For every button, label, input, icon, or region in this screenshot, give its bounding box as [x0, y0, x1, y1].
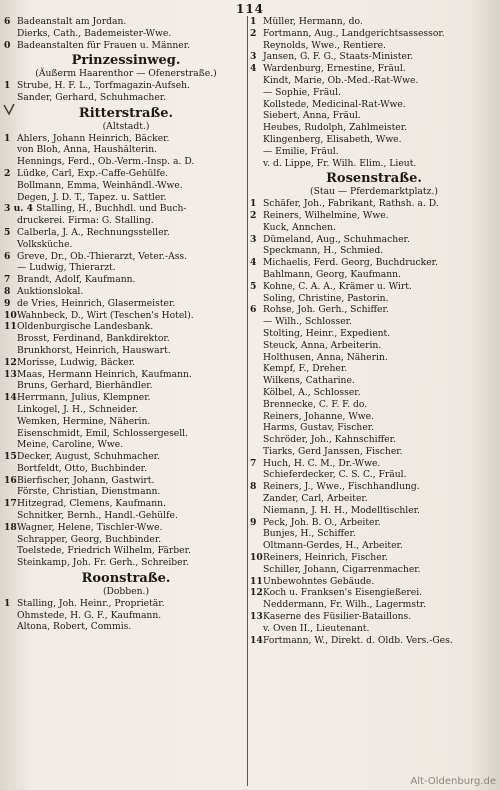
- resident-text: Förste, Christian, Dienstmann.: [17, 486, 161, 498]
- street-location: (Stau — Pferdemarktplatz.): [310, 186, 438, 198]
- directory-entry: [4, 156, 248, 168]
- directory-entry: [4, 40, 248, 52]
- resident-text: Schäfer, Joh., Fabrikant, Rathsh. a. D.: [263, 198, 439, 210]
- directory-entry: [4, 416, 248, 428]
- directory-entry: [250, 75, 498, 87]
- house-number: 5: [4, 226, 11, 238]
- directory-entry: [250, 110, 498, 122]
- directory-entry: [250, 635, 498, 647]
- house-number: 7: [4, 274, 11, 286]
- directory-entry: [4, 345, 248, 357]
- resident-text: — Wilh., Schlosser.: [263, 316, 352, 328]
- directory-entry: [250, 422, 498, 434]
- directory-entry: [250, 540, 498, 552]
- resident-text: Herrmann, Julius, Klempner.: [17, 392, 151, 404]
- resident-text: Neddermann, Fr. Wilh., Lagermstr.: [263, 599, 427, 611]
- directory-entry: [4, 274, 248, 286]
- resident-text: Steinkamp, Joh. Fr. Gerh., Schreiber.: [17, 557, 189, 569]
- directory-entry: [4, 498, 248, 510]
- directory-entry: [250, 375, 498, 387]
- directory-entry: [250, 87, 498, 99]
- left-column: [4, 16, 248, 633]
- resident-text: Steuck, Anna, Arbeiterin.: [263, 339, 382, 351]
- directory-entry: [250, 134, 498, 146]
- directory-entry: [250, 517, 498, 529]
- resident-text: Badeanstalten für Frauen u. Männer.: [17, 39, 191, 51]
- resident-text: Badeanstalt am Jordan.: [17, 16, 127, 27]
- directory-entry: [250, 210, 498, 222]
- directory-entry: [4, 510, 248, 522]
- resident-text: Eisenschmidt, Emil, Schlossergesell.: [17, 427, 189, 439]
- directory-entry: [250, 269, 498, 281]
- house-number: 2: [4, 167, 11, 179]
- resident-text: Stolting, Heinr., Expedient.: [263, 327, 391, 339]
- resident-text: Michaelis, Ferd. Georg, Buchdrucker.: [263, 257, 438, 269]
- directory-entry: [250, 623, 498, 635]
- resident-text: Fortmann, Aug., Landgerichtsassessor.: [263, 27, 445, 39]
- resident-text: Harms, Gustav, Fischer.: [263, 422, 375, 434]
- directory-entry: [4, 298, 248, 310]
- resident-text: Greve, Dr., Ob.-Thierarzt, Veter.-Ass.: [17, 250, 188, 262]
- house-number: 0: [4, 39, 11, 51]
- page-number: 114: [235, 2, 265, 16]
- resident-text: Kempf, F., Dreher.: [263, 363, 348, 375]
- resident-text: Speckmann, H., Schmied.: [263, 245, 384, 257]
- resident-text: Schiller, Johann, Cigarrenmacher.: [263, 563, 421, 575]
- right-column: [250, 16, 498, 646]
- resident-text: Oltmann-Gerdes, H., Arbeiter.: [263, 540, 403, 552]
- resident-text: Jansen, G. F. G., Staats-Minister.: [263, 51, 414, 63]
- directory-entry: [4, 439, 248, 451]
- resident-text: Bunjes, H., Schiffer.: [263, 528, 356, 540]
- resident-text: Schieferdecker, C. S. C., Fräul.: [263, 469, 407, 481]
- directory-entry: [250, 611, 498, 623]
- resident-text: Siebert, Anna, Fräul.: [263, 110, 361, 122]
- house-number: 3: [250, 51, 257, 63]
- directory-entry: [4, 392, 248, 404]
- directory-entry: [250, 599, 498, 611]
- directory-entry: [250, 40, 498, 52]
- directory-entry: [4, 310, 248, 322]
- resident-text: Kölbel, A., Schlosser.: [263, 386, 361, 398]
- resident-text: Hennings, Ferd., Ob.-Verm.-Insp. a. D.: [17, 156, 195, 168]
- house-number: 1: [4, 132, 11, 144]
- directory-entry: [250, 564, 498, 576]
- resident-text: Brennecke, C. F. F. do.: [263, 398, 368, 410]
- resident-text: Wilkens, Catharine.: [263, 375, 355, 387]
- directory-entry: [4, 321, 248, 333]
- directory-entry: [4, 333, 248, 345]
- resident-text: Lüdke, Carl, Exp.-Caffe-Gehülfe.: [17, 167, 169, 179]
- resident-text: Wagner, Helene, Tischler-Wwe.: [17, 521, 163, 533]
- directory-entry: [4, 239, 248, 251]
- directory-entry: [4, 133, 248, 145]
- house-number: 1: [4, 597, 11, 609]
- resident-text: Decker, August, Schuhmacher.: [17, 451, 160, 463]
- resident-text: Kuck, Annchen.: [263, 221, 336, 233]
- house-number: 12: [4, 356, 17, 368]
- resident-text: Meine, Caroline, Wwe.: [17, 439, 124, 451]
- house-number: 15: [4, 451, 17, 463]
- directory-entry: [250, 122, 498, 134]
- directory-entry: [4, 475, 248, 487]
- resident-text: Peck, Joh. B. O., Arbeiter.: [263, 516, 381, 528]
- resident-text: Müller, Hermann, do.: [263, 16, 363, 27]
- resident-text: Morisse, Ludwig, Bäcker.: [17, 356, 136, 368]
- house-number: 13: [4, 368, 17, 380]
- directory-entry: [4, 610, 248, 622]
- directory-entry: [4, 180, 248, 192]
- directory-entry: [250, 198, 498, 210]
- directory-entry: [250, 51, 498, 63]
- house-number: 16: [4, 474, 17, 486]
- directory-entry: [250, 99, 498, 111]
- directory-entry: [4, 369, 248, 381]
- directory-entry: [250, 552, 498, 564]
- directory-entry: [250, 293, 498, 305]
- resident-text: v. d. Lippe, Fr. Wilh. Elim., Lieut.: [263, 157, 417, 169]
- directory-entry: [250, 399, 498, 411]
- resident-text: Koch u. Franksen's Eisengießerei.: [263, 587, 423, 599]
- resident-text: Kaserne des Füsilier-Bataillons.: [263, 611, 412, 623]
- directory-entry: [4, 404, 248, 416]
- resident-text: Stalling, Joh. Heinr., Proprietär.: [17, 597, 165, 609]
- resident-text: Hitzegrad, Clemens, Kaufmann.: [17, 498, 167, 510]
- house-number: 10: [250, 552, 263, 564]
- house-number: 3 u. 4: [4, 203, 34, 215]
- directory-entry: [250, 16, 498, 28]
- resident-text: Reiners, Wilhelmine, Wwe.: [263, 209, 389, 221]
- street-location: (Altstadt.): [102, 120, 150, 132]
- directory-entry: [4, 168, 248, 180]
- house-number: 7: [250, 457, 257, 469]
- directory-entry: [250, 340, 498, 352]
- resident-text: Reiners, J., Wwe., Fischhandlung.: [263, 481, 420, 493]
- directory-entry: [4, 621, 248, 633]
- resident-text: Ohmstede, H. G. F., Kaufmann.: [17, 609, 162, 621]
- house-number: 4: [250, 257, 257, 269]
- resident-text: Oldenburgische Landesbank.: [17, 321, 154, 333]
- resident-text: Dümeland, Aug., Schuhmacher.: [263, 233, 410, 245]
- house-number: 5: [250, 280, 257, 292]
- resident-text: Niemann, J. H. H., Modelltischler.: [263, 504, 420, 516]
- directory-entry: [4, 192, 248, 204]
- resident-text: Tiarks, Gerd Janssen, Fischer.: [263, 445, 403, 457]
- resident-text: Holthusen, Anna, Näherin.: [263, 351, 388, 363]
- resident-text: de Vries, Heinrich, Glasermeister.: [17, 297, 176, 309]
- resident-text: Schrapper, Georg, Buchbinder.: [17, 533, 162, 545]
- directory-entry: [4, 262, 248, 274]
- resident-text: Auktionslokal.: [17, 285, 84, 297]
- resident-text: — Ludwig, Thierarzt.: [17, 262, 116, 274]
- directory-entry: [4, 598, 248, 610]
- directory-entry: [4, 522, 248, 534]
- directory-entry: [250, 316, 498, 328]
- resident-text: Maas, Hermann Heinrich, Kaufmann.: [17, 368, 192, 380]
- house-number: 6: [4, 250, 11, 262]
- resident-text: Brunkhorst, Heinrich, Hauswart.: [17, 344, 171, 356]
- house-number: 4: [250, 63, 257, 75]
- watermark: Alt-Oldenburg.de: [410, 776, 496, 787]
- house-number: 14: [4, 392, 17, 404]
- house-number: 18: [4, 521, 17, 533]
- directory-entry: [250, 158, 498, 170]
- resident-text: Brandt, Adolf, Kaufmann.: [17, 274, 136, 286]
- resident-text: Toelstede, Friedrich Wilhelm, Färber.: [17, 545, 191, 557]
- directory-entry: [250, 446, 498, 458]
- house-number: 2: [250, 27, 257, 39]
- resident-text: Calberla, J. A., Rechnungssteller.: [17, 226, 170, 238]
- directory-entry: [250, 528, 498, 540]
- house-number: 11: [250, 575, 263, 587]
- street-heading: Prinzessinweg.: [71, 53, 181, 69]
- house-number: 9: [250, 516, 257, 528]
- directory-entry: [250, 481, 498, 493]
- street-heading: Rosenstraße.: [326, 171, 422, 187]
- resident-text: Unbewohntes Gebäude.: [263, 575, 375, 587]
- resident-text: — Sophie, Fräul.: [263, 86, 341, 98]
- resident-text: Reiners, Johanne, Wwe.: [263, 410, 374, 422]
- house-number: 6: [4, 16, 11, 27]
- directory-entry: [4, 463, 248, 475]
- directory-entry: [4, 227, 248, 239]
- resident-text: Degen, J. D. T., Tapez. u. Sattler.: [17, 191, 167, 203]
- directory-entry: [4, 534, 248, 546]
- directory-entry: [250, 63, 498, 75]
- directory-entry: [4, 144, 248, 156]
- resident-text: Dierks, Cath., Bademeister-Wwe.: [17, 27, 172, 39]
- resident-text: Schröder, Joh., Kahnschiffer.: [263, 434, 396, 446]
- resident-text: Linkogel, J. H., Schneider.: [17, 403, 139, 415]
- directory-entry: [250, 304, 498, 316]
- house-number: 9: [4, 297, 11, 309]
- directory-entry: [4, 215, 248, 227]
- resident-text: druckerei. Firma: G. Stalling.: [17, 215, 154, 227]
- resident-text: Strube, H. F. L., Torfmagazin-Aufseh.: [17, 80, 190, 92]
- directory-entry: [250, 493, 498, 505]
- street-location: (Dobben.): [102, 586, 150, 598]
- resident-text: Schnitker, Bernh., Handl.-Gehülfe.: [17, 510, 178, 522]
- street-heading: Ritterstraße.: [78, 105, 174, 121]
- directory-entry: [4, 28, 248, 40]
- resident-text: Volksküche.: [17, 238, 73, 250]
- pencil-mark-icon: [2, 102, 16, 116]
- resident-text: Bahlmann, Georg, Kaufmann.: [263, 268, 401, 280]
- house-number: 2: [250, 209, 257, 221]
- directory-entry: [250, 587, 498, 599]
- house-number: 13: [250, 611, 263, 623]
- resident-text: Soling, Christine, Pastorin.: [263, 292, 389, 304]
- house-number: 17: [4, 498, 17, 510]
- house-number: 3: [250, 233, 257, 245]
- directory-entry: [4, 16, 248, 28]
- directory-entry: [250, 281, 498, 293]
- house-number: 11: [4, 321, 17, 333]
- resident-text: Bortfeldt, Otto, Buchbinder.: [17, 462, 147, 474]
- resident-text: Kollstede, Medicinal-Rat-Wwe.: [263, 98, 406, 110]
- directory-entry: [4, 428, 248, 440]
- house-number: 6: [250, 304, 257, 316]
- resident-text: v. Oven II., Lieutenant.: [263, 622, 370, 634]
- resident-text: Ahlers, Johann Heinrich, Bäcker.: [17, 132, 170, 144]
- directory-entry: [4, 486, 248, 498]
- resident-text: Kohne, C. A. A., Krämer u. Wirt.: [263, 280, 412, 292]
- street-heading: Roonstraße.: [81, 571, 171, 587]
- resident-text: Wahnbeck, D., Wirt (Teschen's Hotel).: [17, 309, 194, 321]
- house-number: 14: [250, 634, 263, 646]
- house-number: 8: [250, 481, 257, 493]
- resident-text: Zander, Carl, Arbeiter.: [263, 493, 368, 505]
- resident-text: von Bloh, Anna, Haushälterin.: [17, 144, 158, 156]
- resident-text: Kindt, Marie, Ob.-Med.-Rat-Wwe.: [263, 74, 419, 86]
- resident-text: Wardenburg, Ernestine, Fräul.: [263, 63, 406, 75]
- directory-entry: [4, 80, 248, 92]
- directory-entry: [250, 458, 498, 470]
- directory-entry: [4, 203, 248, 215]
- resident-text: Reynolds, Wwe., Rentiere.: [263, 39, 386, 51]
- directory-entry: [250, 576, 498, 588]
- directory-entry: [250, 352, 498, 364]
- resident-text: Huch, H. C. M., Dr.-Wwe.: [263, 457, 381, 469]
- resident-text: Bierfischer, Johann, Gastwirt.: [17, 474, 155, 486]
- column-divider: [247, 16, 248, 786]
- house-number: 8: [4, 285, 11, 297]
- resident-text: Sander, Gerhard, Schuhmacher.: [17, 91, 167, 103]
- house-number: 12: [250, 587, 263, 599]
- directory-entry: [250, 28, 498, 40]
- directory-entry: [250, 257, 498, 269]
- directory-entry: [4, 557, 248, 569]
- resident-text: Klingenberg, Elisabeth, Wwe.: [263, 133, 402, 145]
- resident-text: Brosst, Ferdinand, Bankdirektor.: [17, 333, 170, 345]
- resident-text: Wemken, Hermine, Näherin.: [17, 415, 151, 427]
- resident-text: Bollmann, Emma, Weinhändl.-Wwe.: [17, 179, 183, 191]
- directory-entry: [4, 286, 248, 298]
- directory-entry: [250, 505, 498, 517]
- directory-entry: [4, 545, 248, 557]
- house-number: 10: [4, 309, 17, 321]
- directory-entry: [250, 146, 498, 158]
- directory-entry: [250, 411, 498, 423]
- directory-entry: [4, 92, 248, 104]
- directory-entry: [250, 363, 498, 375]
- street-location: (Äußerm Haarenthor — Ofenerstraße.): [35, 68, 217, 80]
- resident-text: Rohse, Joh. Gerh., Schiffer.: [263, 304, 389, 316]
- directory-entry: [250, 222, 498, 234]
- resident-text: Heubes, Rudolph, Zahlmeister.: [263, 122, 408, 134]
- directory-entry: [4, 357, 248, 369]
- resident-text: Altona, Robert, Commis.: [17, 621, 132, 633]
- resident-text: Bruns, Gerhard, Bierhändler.: [17, 380, 153, 392]
- directory-entry: [250, 245, 498, 257]
- resident-text: Fortmann, W., Direkt. d. Oldb. Vers.-Ges.: [263, 634, 453, 646]
- house-number: 1: [250, 16, 257, 27]
- directory-entry: [250, 434, 498, 446]
- directory-entry: [250, 328, 498, 340]
- house-number: 1: [250, 198, 257, 210]
- resident-text: Reiners, Heinrich, Fischer.: [263, 552, 388, 564]
- house-number: 1: [4, 80, 11, 92]
- resident-text: — Emilie, Fräul.: [263, 145, 339, 157]
- directory-entry: [4, 451, 248, 463]
- directory-entry: [250, 469, 498, 481]
- directory-entry: [4, 380, 248, 392]
- directory-entry: [250, 234, 498, 246]
- resident-text: Stalling, H., Buchhdl. und Buch-: [36, 203, 187, 215]
- directory-entry: [4, 251, 248, 263]
- directory-entry: [250, 387, 498, 399]
